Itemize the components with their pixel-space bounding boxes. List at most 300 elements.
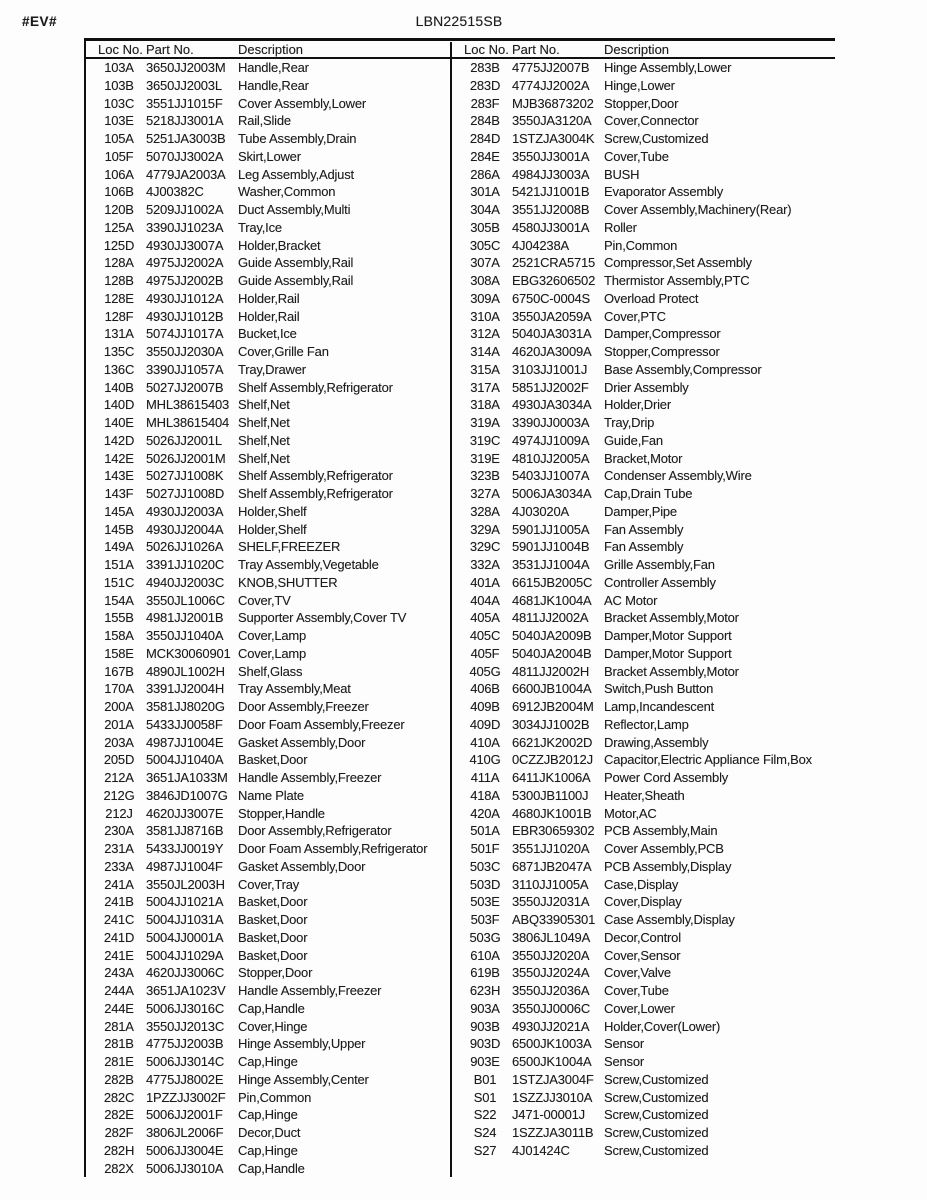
part-no-cell: 4J01424C bbox=[512, 1142, 570, 1158]
loc-no-cell: B01 bbox=[473, 1071, 497, 1087]
loc-no-cell: S24 bbox=[473, 1125, 497, 1140]
part-no-cell: EBR30659302 bbox=[512, 823, 595, 839]
loc-no-cell: 501F bbox=[470, 841, 500, 856]
loc-no-cell: 405G bbox=[469, 663, 501, 679]
description-cell: Cap,Handle bbox=[238, 1160, 305, 1176]
loc-no-cell: 411A bbox=[470, 770, 500, 785]
table-row bbox=[452, 893, 835, 911]
description-cell: Handle Assembly,Freezer bbox=[238, 983, 382, 998]
loc-no-cell: 145B bbox=[104, 521, 134, 537]
table-row bbox=[86, 822, 450, 840]
part-no-cell: 5006JJ3014C bbox=[146, 1054, 225, 1069]
table-row bbox=[86, 1142, 450, 1160]
part-no-cell: EBG32606502 bbox=[512, 273, 596, 288]
loc-no-cell: 106B bbox=[104, 184, 134, 200]
part-no-cell: 5209JJ1002A bbox=[146, 202, 224, 217]
table-row bbox=[452, 787, 835, 805]
description-cell: Grille Assembly,Fan bbox=[604, 557, 715, 572]
loc-no-cell: 167B bbox=[104, 663, 134, 679]
description-cell: Cover,TV bbox=[238, 592, 291, 608]
description-cell: Damper,Compressor bbox=[604, 326, 721, 342]
part-no-cell: 4890JL1002H bbox=[146, 663, 225, 679]
loc-no-cell: 128E bbox=[104, 290, 134, 306]
table-row bbox=[452, 840, 835, 858]
loc-no-cell: 286A bbox=[470, 166, 500, 182]
table-row bbox=[86, 1124, 450, 1142]
table-row bbox=[452, 290, 835, 308]
table-row bbox=[86, 432, 450, 450]
part-no-cell: 4774JJ2002A bbox=[512, 77, 590, 93]
part-no-cell: 3806JL1049A bbox=[512, 929, 591, 945]
table-row bbox=[86, 1053, 450, 1071]
loc-no-cell: 410G bbox=[469, 752, 501, 768]
part-no-cell: 5433JJ0019Y bbox=[146, 841, 224, 856]
part-no-cell: 4775JJ2003B bbox=[146, 1036, 224, 1052]
loc-no-cell: 233A bbox=[104, 858, 134, 874]
loc-no-cell: 282B bbox=[104, 1071, 134, 1087]
description-cell: Guide Assembly,Rail bbox=[238, 273, 354, 288]
description-cell: Tray,Drawer bbox=[238, 361, 306, 377]
description-cell: Guide Assembly,Rail bbox=[238, 255, 354, 271]
part-no-cell: 5004JJ1021A bbox=[146, 894, 224, 910]
description-cell: Washer,Common bbox=[238, 184, 336, 200]
description-cell: Door Foam Assembly,Refrigerator bbox=[238, 841, 428, 856]
part-no-cell: 5403JJ1007A bbox=[512, 468, 590, 484]
part-no-cell: 4620JA3009A bbox=[512, 344, 592, 359]
loc-no-cell: 125A bbox=[104, 219, 134, 235]
description-cell: Cover,Tray bbox=[238, 876, 300, 892]
part-no-cell: 6411JK1006A bbox=[512, 770, 591, 785]
part-no-cell: 5004JJ1040A bbox=[146, 752, 224, 768]
description-cell: Hinge Assembly,Lower bbox=[604, 60, 732, 75]
description-cell: Gasket Assembly,Door bbox=[238, 734, 366, 750]
description-cell: Rail,Slide bbox=[238, 113, 291, 129]
table-row bbox=[452, 1124, 835, 1142]
part-no-cell: 5070JJ3002A bbox=[146, 148, 224, 164]
table-row bbox=[452, 556, 835, 574]
table-row bbox=[86, 77, 450, 95]
part-no-cell: 5901JJ1005A bbox=[512, 521, 590, 537]
description-cell: Shelf,Net bbox=[238, 450, 290, 466]
table-row bbox=[452, 325, 835, 343]
description-cell: AC Motor bbox=[604, 592, 658, 608]
description-cell: SHELF,FREEZER bbox=[238, 539, 341, 555]
loc-no-cell: S22 bbox=[473, 1107, 497, 1123]
description-cell: Cap,Hinge bbox=[238, 1107, 298, 1123]
description-cell: Hinge Assembly,Center bbox=[238, 1071, 369, 1087]
loc-no-cell: 151C bbox=[103, 574, 135, 590]
table-row bbox=[86, 343, 450, 361]
table-row bbox=[452, 396, 835, 414]
description-cell: Cap,Handle bbox=[238, 1000, 305, 1016]
description-cell: Cover Assembly,Machinery(Rear) bbox=[604, 202, 792, 217]
table-row bbox=[452, 929, 835, 947]
description-cell: Bracket Assembly,Motor bbox=[604, 610, 739, 626]
table-row bbox=[452, 308, 835, 326]
part-no-cell: 4930JJ3007A bbox=[146, 237, 224, 253]
table-row bbox=[86, 911, 450, 929]
part-no-cell: MHL38615404 bbox=[146, 415, 230, 430]
table-row bbox=[452, 982, 835, 1000]
description-cell: Switch,Push Button bbox=[604, 681, 714, 697]
part-no-cell: 4775JJ8002E bbox=[146, 1071, 224, 1087]
description-cell: Shelf Assembly,Refrigerator bbox=[238, 486, 393, 501]
table-row bbox=[452, 822, 835, 840]
table-row bbox=[86, 716, 450, 734]
table-body bbox=[86, 59, 835, 1177]
part-no-cell: 3650JJ2003L bbox=[146, 77, 222, 93]
part-no-cell: 4775JJ2007B bbox=[512, 60, 590, 75]
loc-no-cell: 503C bbox=[469, 858, 501, 874]
loc-no-cell: S01 bbox=[473, 1089, 497, 1105]
loc-no-cell: 158A bbox=[104, 628, 134, 643]
table-row bbox=[86, 237, 450, 255]
part-no-cell: 6615JB2005C bbox=[512, 574, 593, 590]
table-row bbox=[86, 166, 450, 184]
loc-no-cell: 282X bbox=[104, 1160, 134, 1176]
part-no-cell: MHL38615403 bbox=[146, 397, 230, 413]
part-no-cell: 5851JJ2002F bbox=[512, 379, 589, 395]
loc-no-cell: 283B bbox=[470, 60, 500, 75]
table-row bbox=[86, 787, 450, 805]
description-cell: Basket,Door bbox=[238, 752, 308, 768]
table-row bbox=[86, 538, 450, 556]
loc-no-cell: 282F bbox=[104, 1125, 134, 1140]
part-no-cell: 4940JJ2003C bbox=[146, 574, 225, 590]
loc-no-cell: 140D bbox=[103, 397, 135, 413]
loc-no-cell: 136C bbox=[103, 361, 135, 377]
loc-no-cell: 503G bbox=[469, 929, 501, 945]
part-no-cell: 4987JJ1004E bbox=[146, 734, 224, 750]
loc-no-cell: 140B bbox=[104, 379, 134, 395]
table-row bbox=[86, 627, 450, 645]
part-no-cell: J471-00001J bbox=[512, 1107, 585, 1123]
part-no-cell: 6871JB2047A bbox=[512, 858, 592, 874]
loc-no-cell: 203A bbox=[104, 734, 134, 750]
loc-no-cell: 281B bbox=[104, 1036, 134, 1052]
part-no-cell: 6750C-0004S bbox=[512, 290, 591, 306]
table-row bbox=[86, 858, 450, 876]
description-cell: Holder,Shelf bbox=[238, 521, 307, 537]
loc-no-cell: 503E bbox=[470, 894, 500, 910]
part-no-cell: 3550JJ0006C bbox=[512, 1000, 591, 1016]
loc-no-cell: 103A bbox=[104, 60, 134, 75]
table-row bbox=[452, 716, 835, 734]
loc-no-cell: 131A bbox=[104, 326, 134, 342]
table-row bbox=[86, 521, 450, 539]
table-row bbox=[452, 609, 835, 627]
table-row bbox=[452, 805, 835, 823]
table-row bbox=[452, 751, 835, 769]
description-cell: Bracket,Motor bbox=[604, 450, 683, 466]
loc-no-cell: 145A bbox=[104, 503, 134, 519]
table-row bbox=[452, 769, 835, 787]
loc-no-cell: 405A bbox=[470, 610, 500, 626]
part-no-cell: 3390JJ1057A bbox=[146, 361, 224, 377]
part-no-cell: 6500JK1004A bbox=[512, 1054, 592, 1069]
loc-no-cell: 140E bbox=[104, 415, 134, 430]
part-no-cell: 5421JJ1001B bbox=[512, 184, 590, 200]
description-cell: Cover,Grille Fan bbox=[238, 344, 329, 359]
table-row bbox=[86, 769, 450, 787]
table-row bbox=[452, 450, 835, 468]
description-cell: Thermistor Assembly,PTC bbox=[604, 273, 750, 288]
description-cell: Tray,Drip bbox=[604, 415, 655, 430]
part-no-cell: 5004JJ1029A bbox=[146, 947, 224, 963]
table-row bbox=[86, 805, 450, 823]
description-cell: Compressor,Set Assembly bbox=[604, 255, 752, 271]
part-no-cell: 5026JJ2001M bbox=[146, 450, 226, 466]
description-cell: Overload Protect bbox=[604, 290, 699, 306]
part-no-cell: 5006JJ3016C bbox=[146, 1000, 225, 1016]
part-no-cell: 3581JJ8716B bbox=[146, 823, 224, 839]
table-row bbox=[86, 609, 450, 627]
description-cell: Sensor bbox=[604, 1036, 644, 1052]
part-no-cell: 1SZZJA3011B bbox=[512, 1125, 594, 1140]
part-no-cell: 5040JA2004B bbox=[512, 645, 592, 661]
description-cell: Fan Assembly bbox=[604, 521, 684, 537]
description-cell: Lamp,Incandescent bbox=[604, 699, 715, 714]
description-header: Description bbox=[604, 41, 670, 57]
table-header-row bbox=[86, 41, 835, 59]
part-no-cell: 5006JJ2001F bbox=[146, 1107, 223, 1123]
table-row bbox=[86, 467, 450, 485]
description-cell: Case Assembly,Display bbox=[604, 912, 735, 927]
description-cell: Cover,PTC bbox=[604, 308, 666, 324]
table-row bbox=[452, 1018, 835, 1036]
part-no-cell: 4975JJ2002B bbox=[146, 273, 224, 288]
loc-no-cell: 319E bbox=[470, 450, 500, 466]
part-no-cell: 4J04238A bbox=[512, 237, 569, 253]
description-cell: Cover Assembly,Lower bbox=[238, 95, 366, 111]
part-no-cell: 3550JJ2030A bbox=[146, 344, 224, 359]
table-row bbox=[86, 645, 450, 663]
description-cell: Basket,Door bbox=[238, 894, 308, 910]
part-no-cell: 4810JJ2005A bbox=[512, 450, 590, 466]
loc-no-cell: 201A bbox=[104, 716, 134, 732]
description-cell: Door Assembly,Freezer bbox=[238, 699, 369, 714]
table-row bbox=[452, 183, 835, 201]
description-cell: Cover,Lower bbox=[604, 1000, 675, 1016]
part-no-cell: 3550JA2059A bbox=[512, 308, 592, 324]
description-cell: Basket,Door bbox=[238, 912, 308, 927]
part-no-cell: 5901JJ1004B bbox=[512, 539, 590, 555]
description-cell: Name Plate bbox=[238, 787, 304, 803]
loc-no-cell: 329A bbox=[470, 521, 500, 537]
description-cell: Stopper,Door bbox=[238, 965, 313, 981]
description-cell: Fan Assembly bbox=[604, 539, 684, 555]
part-no-cell: 5218JJ3001A bbox=[146, 113, 224, 129]
table-row bbox=[86, 325, 450, 343]
part-no-cell: 5006JJ3010A bbox=[146, 1160, 224, 1176]
loc-no-cell: 332A bbox=[470, 557, 500, 572]
table-row bbox=[452, 627, 835, 645]
description-cell: Shelf,Net bbox=[238, 397, 290, 413]
part-no-cell: 5027JJ1008D bbox=[146, 486, 225, 501]
table-row bbox=[452, 95, 835, 113]
loc-no-cell: S27 bbox=[473, 1142, 497, 1158]
part-no-cell: 6600JB1004A bbox=[512, 681, 592, 697]
table-row bbox=[452, 698, 835, 716]
table-row bbox=[452, 858, 835, 876]
loc-no-cell: 903D bbox=[469, 1036, 501, 1052]
part-no-cell: 3531JJ1004A bbox=[512, 557, 590, 572]
description-cell: Tray Assembly,Vegetable bbox=[238, 557, 379, 572]
description-cell: Shelf Assembly,Refrigerator bbox=[238, 468, 393, 484]
table-row bbox=[86, 876, 450, 894]
description-cell: Cover,Tube bbox=[604, 148, 669, 164]
description-cell: Cover,Connector bbox=[604, 113, 699, 129]
loc-no-cell: 319A bbox=[470, 415, 500, 430]
description-cell: Handle Assembly,Freezer bbox=[238, 770, 382, 785]
loc-no-cell: 619B bbox=[470, 965, 500, 981]
description-cell: Handle,Rear bbox=[238, 60, 309, 75]
table-row bbox=[86, 574, 450, 592]
loc-no-cell: 301A bbox=[470, 184, 500, 200]
part-no-cell: 3390JJ0003A bbox=[512, 415, 590, 430]
description-cell: Screw,Customized bbox=[604, 1142, 709, 1158]
loc-no-cell: 623H bbox=[469, 983, 501, 998]
part-no-cell: 4974JJ1009A bbox=[512, 432, 590, 448]
loc-no-cell: 120B bbox=[104, 202, 134, 217]
table-row bbox=[452, 361, 835, 379]
description-cell: Stopper,Compressor bbox=[604, 344, 720, 359]
loc-no-cell: 410A bbox=[470, 734, 500, 750]
part-no-cell: 4779JA2003A bbox=[146, 166, 226, 182]
table-row bbox=[452, 1053, 835, 1071]
loc-no-cell: 241D bbox=[103, 929, 135, 945]
part-no-cell: 3550JJ2024A bbox=[512, 965, 590, 981]
part-no-cell: 4984JJ3003A bbox=[512, 166, 590, 182]
loc-no-cell: 406B bbox=[470, 681, 500, 697]
table-row bbox=[86, 840, 450, 858]
table-row bbox=[86, 698, 450, 716]
description-cell: Cap,Drain Tube bbox=[604, 486, 693, 501]
description-cell: Cover,Lamp bbox=[238, 645, 307, 661]
loc-no-cell: 155B bbox=[104, 610, 134, 626]
loc-no-cell: 106A bbox=[104, 166, 134, 182]
description-cell: Door Foam Assembly,Freezer bbox=[238, 716, 405, 732]
table-row bbox=[86, 450, 450, 468]
description-cell: Guide,Fan bbox=[604, 432, 663, 448]
description-cell: Bracket Assembly,Motor bbox=[604, 663, 739, 679]
table-row bbox=[452, 77, 835, 95]
loc-no-cell: 409B bbox=[470, 699, 500, 714]
part-no-cell: 3846JD1007G bbox=[146, 787, 228, 803]
part-no-cell: 3391JJ1020C bbox=[146, 557, 225, 572]
table-row bbox=[452, 201, 835, 219]
loc-no-cell: 305B bbox=[470, 219, 500, 235]
loc-no-cell: 409D bbox=[469, 716, 501, 732]
part-no-cell: 3550JA3120A bbox=[512, 113, 592, 129]
part-no-cell: MCK30060901 bbox=[146, 645, 231, 661]
part-no-cell: 4681JK1004A bbox=[512, 592, 592, 608]
part-no-cell: 3651JA1033M bbox=[146, 770, 228, 785]
loc-no-cell: 241C bbox=[103, 912, 135, 927]
description-cell: Power Cord Assembly bbox=[604, 770, 729, 785]
loc-no-cell: 328A bbox=[470, 503, 500, 519]
table-row bbox=[86, 982, 450, 1000]
table-row bbox=[452, 1035, 835, 1053]
table-row bbox=[86, 592, 450, 610]
part-no-cell: 4620JJ3007E bbox=[146, 805, 224, 821]
table-row bbox=[86, 556, 450, 574]
table-row bbox=[452, 237, 835, 255]
part-no-cell: 1STZJA3004F bbox=[512, 1071, 594, 1087]
loc-no-cell: 128A bbox=[104, 255, 134, 271]
table-row bbox=[452, 432, 835, 450]
part-no-cell: 5433JJ0058F bbox=[146, 716, 223, 732]
table-row bbox=[452, 219, 835, 237]
part-no-cell: 3110JJ1005A bbox=[512, 876, 589, 892]
loc-no-cell: 903A bbox=[470, 1000, 500, 1016]
table-row bbox=[86, 112, 450, 130]
table-row bbox=[452, 947, 835, 965]
description-cell: Condenser Assembly,Wire bbox=[604, 468, 752, 484]
description-cell: Roller bbox=[604, 219, 637, 235]
loc-no-cell: 610A bbox=[470, 947, 500, 963]
part-no-cell: 4930JJ1012B bbox=[146, 308, 224, 324]
description-cell: Shelf Assembly,Refrigerator bbox=[238, 379, 393, 395]
part-no-cell: 3651JA1023V bbox=[146, 983, 226, 998]
table-row bbox=[452, 645, 835, 663]
part-no-cell: 3550JJ2031A bbox=[512, 894, 590, 910]
part-no-cell: 5040JA2009B bbox=[512, 628, 592, 643]
table-row bbox=[86, 1035, 450, 1053]
part-no-cell: 5074JJ1017A bbox=[146, 326, 224, 342]
part-no-cell: 6621JK2002D bbox=[512, 734, 593, 750]
table-row bbox=[86, 130, 450, 148]
table-row bbox=[452, 1142, 835, 1160]
page-title: LBN22515SB bbox=[415, 13, 503, 29]
description-cell: Hinge,Lower bbox=[604, 77, 675, 93]
table-row bbox=[86, 680, 450, 698]
table-row bbox=[86, 1089, 450, 1107]
loc-no-cell: 282E bbox=[104, 1107, 134, 1123]
loc-no-cell: 135C bbox=[103, 344, 135, 359]
description-cell: Duct Assembly,Multi bbox=[238, 202, 351, 217]
loc-no-cell: 312A bbox=[470, 326, 500, 342]
loc-no-cell: 128B bbox=[104, 273, 134, 288]
part-no-cell: 5251JA3003B bbox=[146, 131, 226, 146]
description-cell: Cap,Hinge bbox=[238, 1142, 298, 1158]
description-header: Description bbox=[238, 41, 304, 57]
description-cell: Holder,Cover(Lower) bbox=[604, 1018, 721, 1034]
part-no-cell: 3550JJ2020A bbox=[512, 947, 590, 963]
table-row bbox=[86, 1160, 450, 1178]
description-cell: Supporter Assembly,Cover TV bbox=[238, 610, 407, 626]
loc-no-cell: 319C bbox=[469, 432, 501, 448]
loc-no-cell: 125D bbox=[103, 237, 135, 253]
part-no-cell: 1STZJA3004K bbox=[512, 131, 595, 146]
table-row bbox=[86, 254, 450, 272]
loc-no-cell: 105F bbox=[104, 148, 134, 164]
table-header-left bbox=[86, 42, 450, 57]
loc-no-cell: 305C bbox=[469, 237, 501, 253]
part-no-header: Part No. bbox=[512, 41, 560, 57]
table-row bbox=[452, 574, 835, 592]
description-cell: Holder,Bracket bbox=[238, 237, 321, 253]
part-no-cell: 3650JJ2003M bbox=[146, 60, 226, 75]
table-row bbox=[452, 467, 835, 485]
description-cell: Tray Assembly,Meat bbox=[238, 681, 351, 697]
description-cell: BUSH bbox=[604, 166, 640, 182]
table-row bbox=[452, 59, 835, 77]
loc-no-cell: 103E bbox=[104, 113, 134, 129]
loc-no-cell: 143E bbox=[104, 468, 134, 484]
description-cell: Handle,Rear bbox=[238, 77, 309, 93]
description-cell: Sensor bbox=[604, 1054, 644, 1069]
